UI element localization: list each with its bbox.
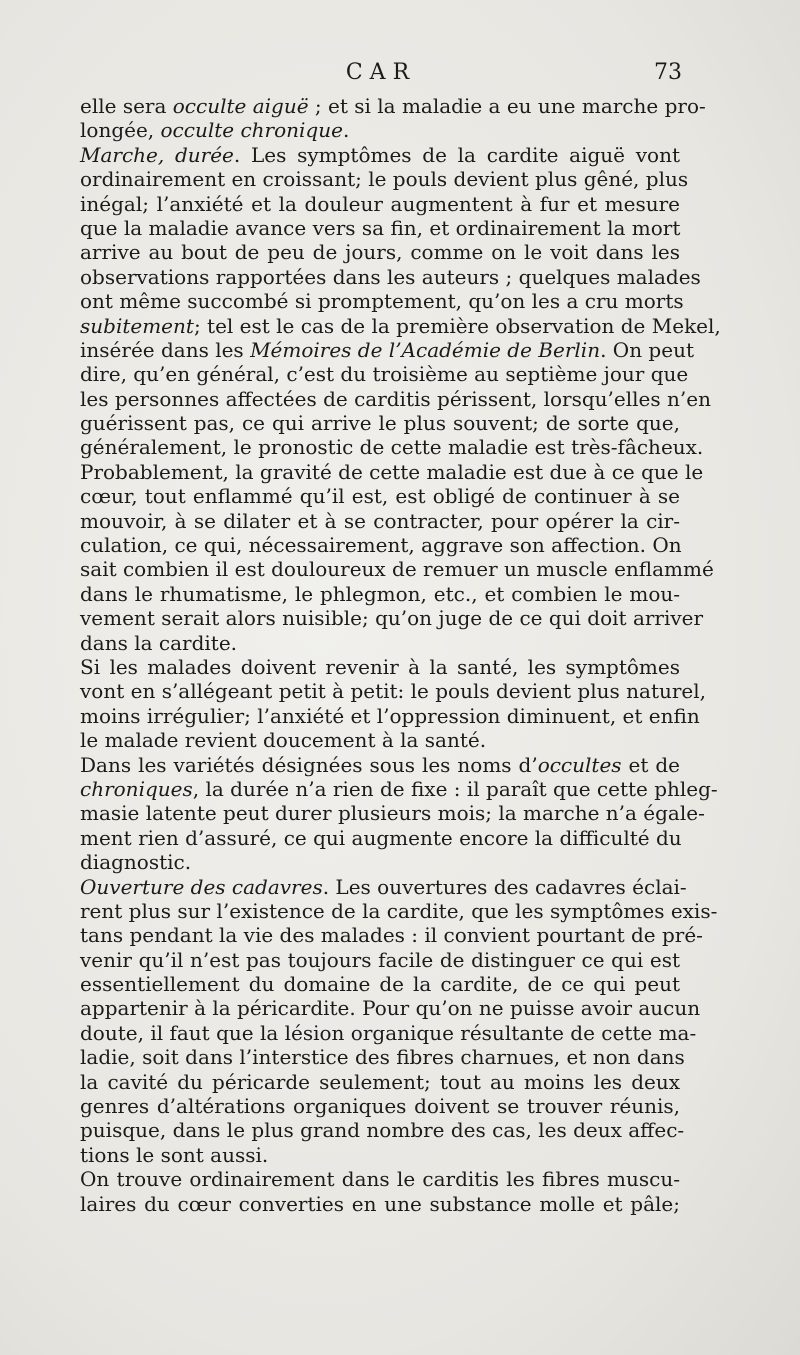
text-line <box>80 337 694 362</box>
text-line <box>80 94 706 118</box>
text-segment: ordinairement en croissant; le pouls devient plus gêné, plus <box>80 167 689 192</box>
text-line <box>80 874 687 899</box>
text-segment: diagnostic. <box>80 850 192 875</box>
text-line <box>80 167 689 192</box>
text-line <box>80 728 680 752</box>
text-segment: insérée dans les <box>80 337 251 362</box>
text-segment: . <box>342 118 350 143</box>
page-number: 73 <box>654 60 682 85</box>
text-line <box>80 313 721 338</box>
text-segment: elle sera <box>80 94 173 118</box>
text-segment: laires du cœur converties en une substance molle et pâle; <box>80 1191 680 1216</box>
text-segment: appartenir à la péricardite. Pour qu’on ne puisse avoir aucun <box>80 996 701 1021</box>
text-line <box>80 459 704 484</box>
text-line <box>80 1020 697 1045</box>
text-segment: observations rapportées dans les auteurs ; quelques malades <box>80 264 701 289</box>
text-line <box>80 216 680 240</box>
text-line <box>80 1118 685 1143</box>
text-line <box>80 948 680 972</box>
text-segment: le malade revient doucement à la santé. <box>80 728 487 753</box>
text-line <box>80 435 704 460</box>
text-line <box>80 631 680 655</box>
text-segment: guérissent pas, ce qui arrive le plus souvent; de sorte que, <box>80 411 680 436</box>
text-segment: moins irrégulier; l’anxiété et l’oppression diminuent, et enfin <box>80 703 700 728</box>
text-segment: . On peut <box>600 337 694 362</box>
text-segment: dans la cardite. <box>80 630 238 655</box>
text-line <box>80 411 680 435</box>
text-segment: et de <box>621 752 680 777</box>
text-line <box>80 484 680 508</box>
italic-text: occultes <box>537 752 622 777</box>
text-line <box>80 386 711 411</box>
text-line <box>80 1143 680 1167</box>
text-line <box>80 582 680 606</box>
text-segment: sait combien il est douloureux de remuer un muscle enflammé <box>80 557 714 582</box>
text-segment: , la durée n’a rien de fixe : il paraît que cette phleg- <box>192 776 718 801</box>
text-line <box>80 264 701 289</box>
text-line <box>80 801 705 826</box>
italic-text: Marche, durée <box>80 142 234 167</box>
text-segment: . Les ouvertures des cadavres éclai- <box>322 874 687 899</box>
text-line <box>80 1045 685 1070</box>
text-line <box>80 143 680 167</box>
text-line <box>80 1070 680 1094</box>
text-line <box>80 996 701 1021</box>
text-segment: . Les symptômes de la cardite aiguë vont <box>233 142 681 167</box>
text-segment: ont même succombé si promptement, qu’on les a cru morts <box>80 289 684 314</box>
text-line <box>80 655 680 679</box>
text-segment: masie latente peut durer plusieurs mois; la marche n’a égale- <box>80 801 705 826</box>
italic-text: subitement <box>80 313 194 338</box>
text-segment: vement serait alors nuisible; qu’on juge de ce qui doit arriver <box>80 606 704 631</box>
text-segment: tans pendant la vie des malades : il convient pourtant de pré- <box>80 923 703 948</box>
text-line <box>80 557 714 582</box>
body-text <box>80 94 721 1216</box>
italic-text: Ouverture des cadavres <box>80 874 323 899</box>
text-line <box>80 192 680 216</box>
text-line <box>80 289 684 314</box>
text-line <box>80 776 718 801</box>
text-segment: On trouve ordinairement dans le carditis les fibres muscu- <box>80 1167 680 1192</box>
text-segment: culation, ce qui, nécessairement, aggrave son affection. On <box>80 533 682 558</box>
page-header <box>80 60 682 90</box>
text-segment: ladie, soit dans l’interstice des fibres charnues, et non dans <box>80 1045 685 1070</box>
text-segment: ment rien d’assuré, ce qui augmente encore la difficulté du <box>80 825 682 850</box>
text-line <box>80 923 703 948</box>
text-segment: Dans les variétés désignées sous les noms d’ <box>80 752 538 777</box>
text-line <box>80 509 680 533</box>
text-segment: que la maladie avance vers sa fin, et ordinairement la mort <box>80 215 681 240</box>
running-head: CAR <box>345 60 417 85</box>
italic-text: chroniques <box>80 776 193 801</box>
text-line <box>80 1192 680 1216</box>
text-segment: rent plus sur l’existence de la cardite, que les symptômes exis- <box>80 898 718 923</box>
text-segment: dire, qu’en général, c’est du troisième au septième jour que <box>80 362 689 387</box>
italic-text: occulte aiguë <box>172 94 309 118</box>
text-segment: puisque, dans le plus grand nombre des cas, les deux affec- <box>80 1118 685 1143</box>
text-line <box>80 898 718 923</box>
italic-text: Mémoires de l’Académie de Berlin <box>250 337 601 362</box>
text-line <box>80 533 680 557</box>
text-segment: doute, il faut que la lésion organique résultante de cette ma- <box>80 1020 697 1045</box>
text-segment: vont en s’allégeant petit à petit: le pouls devient plus naturel, <box>80 679 707 704</box>
text-line <box>80 826 680 850</box>
text-segment: tions le sont aussi. <box>80 1142 269 1167</box>
text-line <box>80 240 680 264</box>
text-line <box>80 972 680 996</box>
text-segment: genres d’altérations organiques doivent se trouver réunis, <box>80 1094 680 1119</box>
text-line <box>80 1167 680 1191</box>
text-segment: essentiellement du domaine de la cardite, de ce qui peut <box>80 972 680 997</box>
text-segment: généralement, le pronostic de cette maladie est très-fâcheux. <box>80 435 704 460</box>
text-segment: Probablement, la gravité de cette maladie est due à ce que le <box>80 459 704 484</box>
text-line <box>80 703 700 728</box>
text-segment: mouvoir, à se dilater et à se contracter, pour opérer la cir- <box>80 508 680 533</box>
text-segment: inégal; l’anxiété et la douleur augmentent à fur et mesure <box>80 191 680 216</box>
text-segment: longée, <box>80 118 161 143</box>
text-segment: la cavité du péricarde seulement; tout au moins les deux <box>80 1069 680 1094</box>
text-line <box>80 362 689 387</box>
text-line <box>80 850 680 874</box>
text-line <box>80 753 680 777</box>
text-segment: ; tel est le cas de la première observation de Mekel, <box>193 313 721 338</box>
text-line <box>80 679 707 704</box>
text-segment: dans le rhumatisme, le phlegmon, etc., et combien le mou- <box>80 581 680 606</box>
text-segment: cœur, tout enflammé qu’il est, est obligé de continuer à se <box>80 484 680 509</box>
text-segment: les personnes affectées de carditis périssent, lorsqu’elles n’en <box>80 386 711 411</box>
text-line <box>80 1094 680 1118</box>
text-segment: arrive au bout de peu de jours, comme on le voit dans les <box>80 240 680 265</box>
text-segment: Si les malades doivent revenir à la santé, les symptômes <box>80 654 680 679</box>
italic-text: occulte chronique <box>160 118 343 143</box>
text-line <box>80 606 704 631</box>
text-line <box>80 118 680 142</box>
text-segment: ; et si la maladie a eu une marche pro- <box>308 94 706 118</box>
text-segment: venir qu’il n’est pas toujours facile de distinguer ce qui est <box>80 947 680 972</box>
